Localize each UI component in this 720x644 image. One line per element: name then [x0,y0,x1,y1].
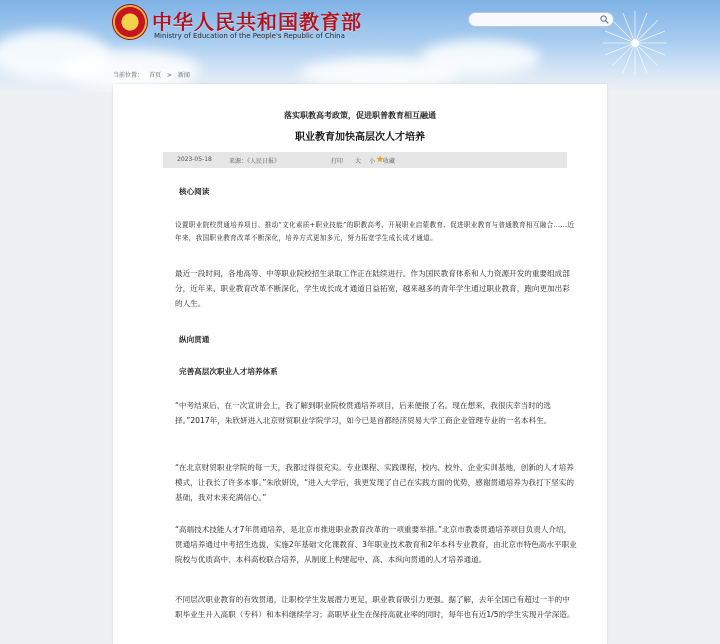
article-headline: 职业教育加快高层次人才培养 [295,132,425,143]
article-meta-bar [163,152,567,168]
paragraph-4: “高端技术技能人才7年贯通培养，是北京市推进职业教育改革的一项重要举措。”北京市教委贯通培养项目负责人介绍，贯通培养通过中考招生选拔，实施2年基础文化课教育、3年职业技术教育和2年本科专业教育，由北京市特色高水平职业院校与优质高中、本科高校联合培养，从制度上构建起中、高、本纵向贯通的人才培养通道。 [175,525,577,564]
paragraph-3: “在北京财贸职业学院的每一天，我都过得很充实。专业课程、实践课程，校内、校外、企业实训基地，创新的人才培养模式，让我长了许多本事。”朱欣妍说，“进入大学后，我更发现了自己在实践方面的优势，感谢贯通培养为我打下坚实的基础，我对未来充满信心。” [175,463,574,502]
article-source: 来源：《人民日报》 [229,158,281,165]
section-heading-1: 纵向贯通 [179,335,210,344]
national-emblem-icon [113,5,147,39]
site-subtitle: Ministry of Education of the People's Republic of China [154,32,345,40]
paragraph-1: 最近一段时间，各地高等、中等职业院校招生录取工作正在陆续进行。作为国民教育体系和人力资源开发的重要组成部分，近年来，职业教育改革不断深化，学生成长成才通道日益拓宽，越来越多的青年学生通过职业教育，跑向更加出彩的人生。 [175,269,570,308]
paragraph-2: “中考结束后，在一次宣讲会上，我了解到职业院校贯通培养项目，后来便报了名。现在想来，我很庆幸当时的选择。”2017年，朱欣妍进入北京财贸职业学院学习，如今已是首都经济贸易大学工商企业管理专业的一名本科生。 [175,401,552,425]
site-title: 中华人民共和国教育部 [152,10,362,34]
breadcrumb-section-link[interactable]: 新闻 [177,72,190,79]
font-size-large-button[interactable]: 大 [355,158,362,165]
section-heading-2: 完善高层次职业人才培养体系 [179,367,278,376]
search-box[interactable] [468,12,614,27]
favorite-button[interactable]: 收藏 [383,158,396,165]
search-input[interactable] [469,20,605,33]
article-card [113,84,607,644]
core-reading-text: 设置职业院校贯通培养项目、推动“文化素质+职业技能”的职教高考、开展职业启蒙教育、促进职业教育与普通教育相互融合……近年来，我国职业教育改革不断深化，培养方式更加多元，努力拓宽学生成长成才通道。 [175,221,575,242]
article-kicker: 落实职教高考政策，促进职普教育相互融通 [284,111,436,120]
search-icon[interactable] [600,15,609,24]
breadcrumb-home-link[interactable]: 首页 [148,72,161,79]
article-date: 2023-05-18 [177,156,212,163]
paragraph-5: 不同层次职业教育的有效贯通，让职校学生发展潜力更足，职业教育吸引力更强。据了解，去年全国已有超过一半的中职毕业生升入高职（专科）和本科继续学习；高职毕业生在保持高就业率的同时，每年也有近1/5的学生实现升学深造。 [175,595,575,619]
breadcrumb-label: 当前位置： [113,72,144,79]
print-button[interactable]: 打印 [331,158,344,165]
breadcrumb-separator: > [166,72,172,79]
breadcrumb [113,70,194,79]
core-reading-heading: 核心阅读 [179,187,210,196]
font-size-small-button[interactable]: 小 [369,158,376,165]
header-banner [0,0,720,92]
